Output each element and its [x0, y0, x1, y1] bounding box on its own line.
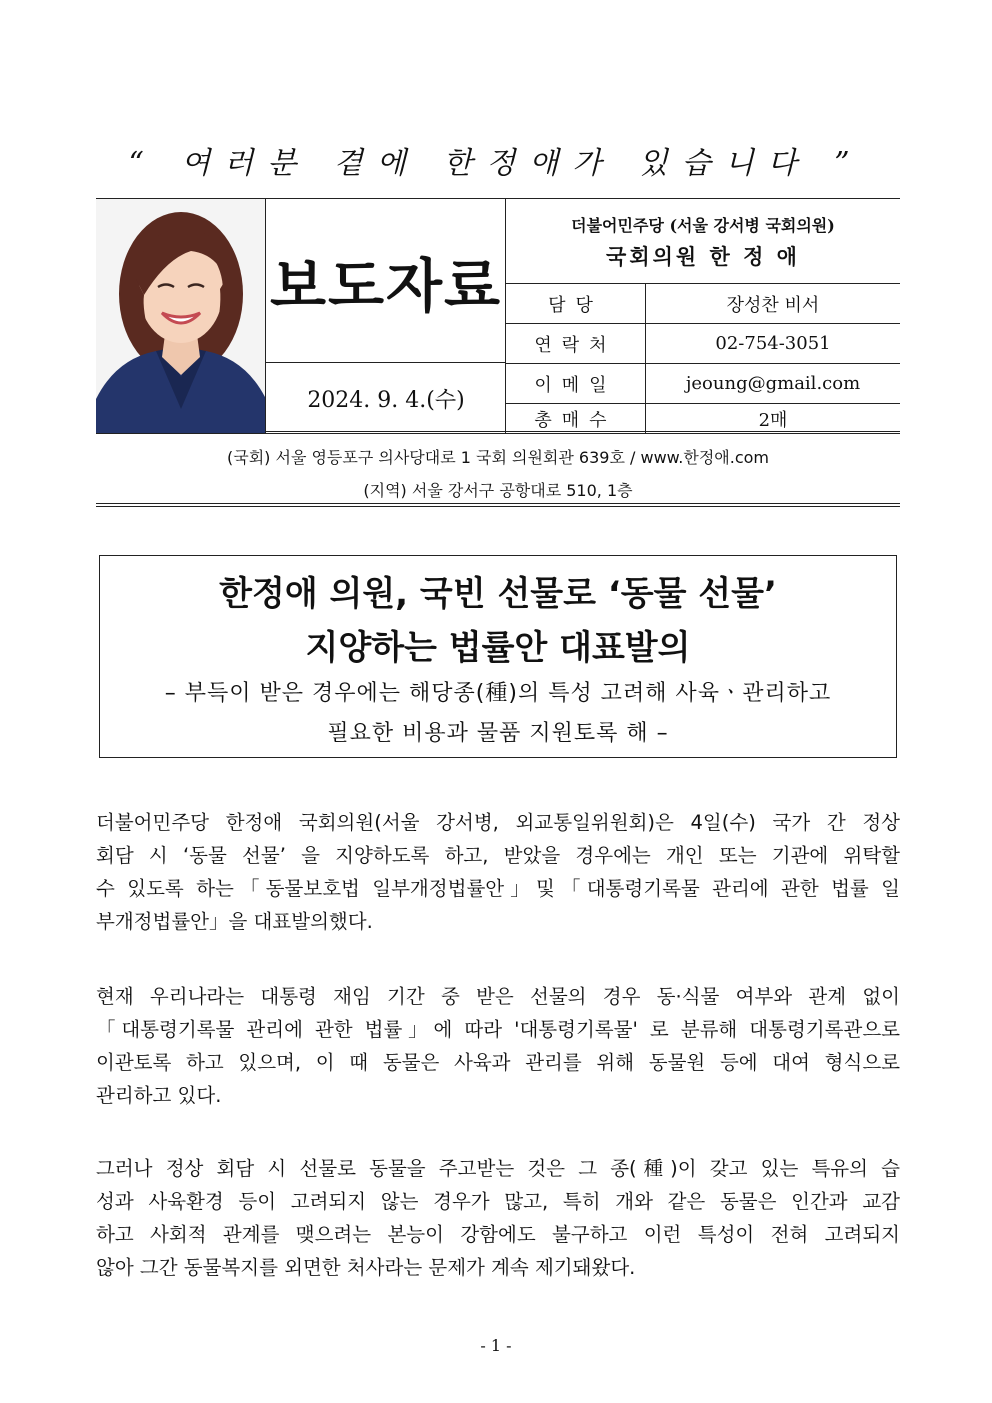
paragraph-line: 회담 시 ‘동물 선물’ 을 지양하도록 하고, 받았을 경우에는 개인 또는 기관에 위탁할: [96, 844, 900, 867]
headline-line-2: 지양하는 법률안 대표발의: [305, 628, 691, 668]
info-value: 02-754-3051: [715, 333, 831, 354]
paragraph-line: 성과 사육환경 등이 고려되지 않는 경우가 많고, 특히 개와 같은 동물은 인간과 교감: [96, 1190, 900, 1213]
title-column: [266, 199, 506, 433]
address-divider: [96, 503, 900, 507]
paragraph-line: 더불어민주당 한정애 국회의원(서울 강서병, 외교통일위원회)은 4일(수) 국가 간 정상: [96, 811, 900, 834]
address-local: (지역) 서울 강서구 공항대로 510, 1층: [363, 481, 633, 500]
contact-column: [506, 199, 900, 433]
info-row-page-count: [506, 403, 900, 433]
press-header: [96, 198, 900, 434]
body-paragraph-3: [96, 1152, 900, 1284]
paragraph-line: 관리하고 있다.: [96, 1084, 222, 1107]
info-label: 이메일: [506, 364, 646, 403]
party-affiliation: 더불어민주당 (서울 강서병 국회의원): [571, 216, 835, 235]
body-paragraph-2: [96, 980, 900, 1112]
info-value: jeoung@gmail.com: [685, 373, 861, 394]
paragraph-line: 않아 그간 동물복지를 외면한 처사라는 문제가 계속 제기돼왔다.: [96, 1256, 636, 1279]
paragraph-line: 부개정법률안」을 대표발의했다.: [96, 910, 373, 933]
headline-line-1: 한정애 의원, 국빈 선물로 ‘동물 선물’: [219, 574, 777, 614]
release-date: 2024. 9. 4.(수): [307, 387, 465, 413]
info-value: 2매: [758, 409, 788, 431]
info-row-phone: [506, 323, 900, 363]
paragraph-line: 그러나 정상 회담 시 선물로 동물을 주고받는 것은 그 종(種)이 갖고 있는 특유의 습: [96, 1157, 900, 1180]
subheadline-line-1: – 부득이 받은 경우에는 해당종(種)의 특성 고려해 사육ㆍ관리하고: [164, 681, 832, 706]
headline-box: [99, 555, 897, 758]
slogan: “ 여러분 곁에 한정애가 있습니다 ”: [128, 146, 864, 181]
document-title: 보도자료: [266, 199, 506, 363]
paragraph-line: 「대통령기록물 관리에 관한 법률」에 따라 '대통령기록물' 로 분류해 대통령기록관으로: [96, 1018, 900, 1041]
member-photo: [96, 199, 266, 433]
paragraph-line: 수 있도록 하는「동물보호법 일부개정법률안」및「대통령기록물 관리에 관한 법률 일: [96, 877, 900, 900]
paragraph-line: 이관토록 하고 있으며, 이 때 동물은 사육과 관리를 위해 동물원 등에 대여 형식으로: [96, 1051, 900, 1074]
info-row-contact-person: [506, 283, 900, 323]
address-national: (국회) 서울 영등포구 의사당대로 1 국회 의원회관 639호 / www.한정애.com: [227, 448, 769, 467]
page-number: - 1 -: [480, 1336, 512, 1355]
info-row-email: [506, 363, 900, 403]
portrait-illustration: [96, 199, 266, 433]
info-label: 담당: [506, 284, 646, 323]
info-label: 연락처: [506, 324, 646, 363]
paragraph-line: 현재 우리나라는 대통령 재임 기간 중 받은 선물의 경우 동·식물 여부와 관계 없이: [96, 985, 900, 1008]
info-label: 총매수: [506, 404, 646, 433]
subheadline-line-2: 필요한 비용과 물품 지원토록 해 –: [327, 721, 669, 746]
info-value: 장성찬 비서: [726, 294, 820, 316]
body-paragraph-1: [96, 806, 900, 938]
member-name: 국회의원 한 정 애: [606, 244, 800, 269]
paragraph-line: 하고 사회적 관계를 맺으려는 본능이 강함에도 불구하고 이런 특성이 전혀 고려되지: [96, 1223, 900, 1246]
